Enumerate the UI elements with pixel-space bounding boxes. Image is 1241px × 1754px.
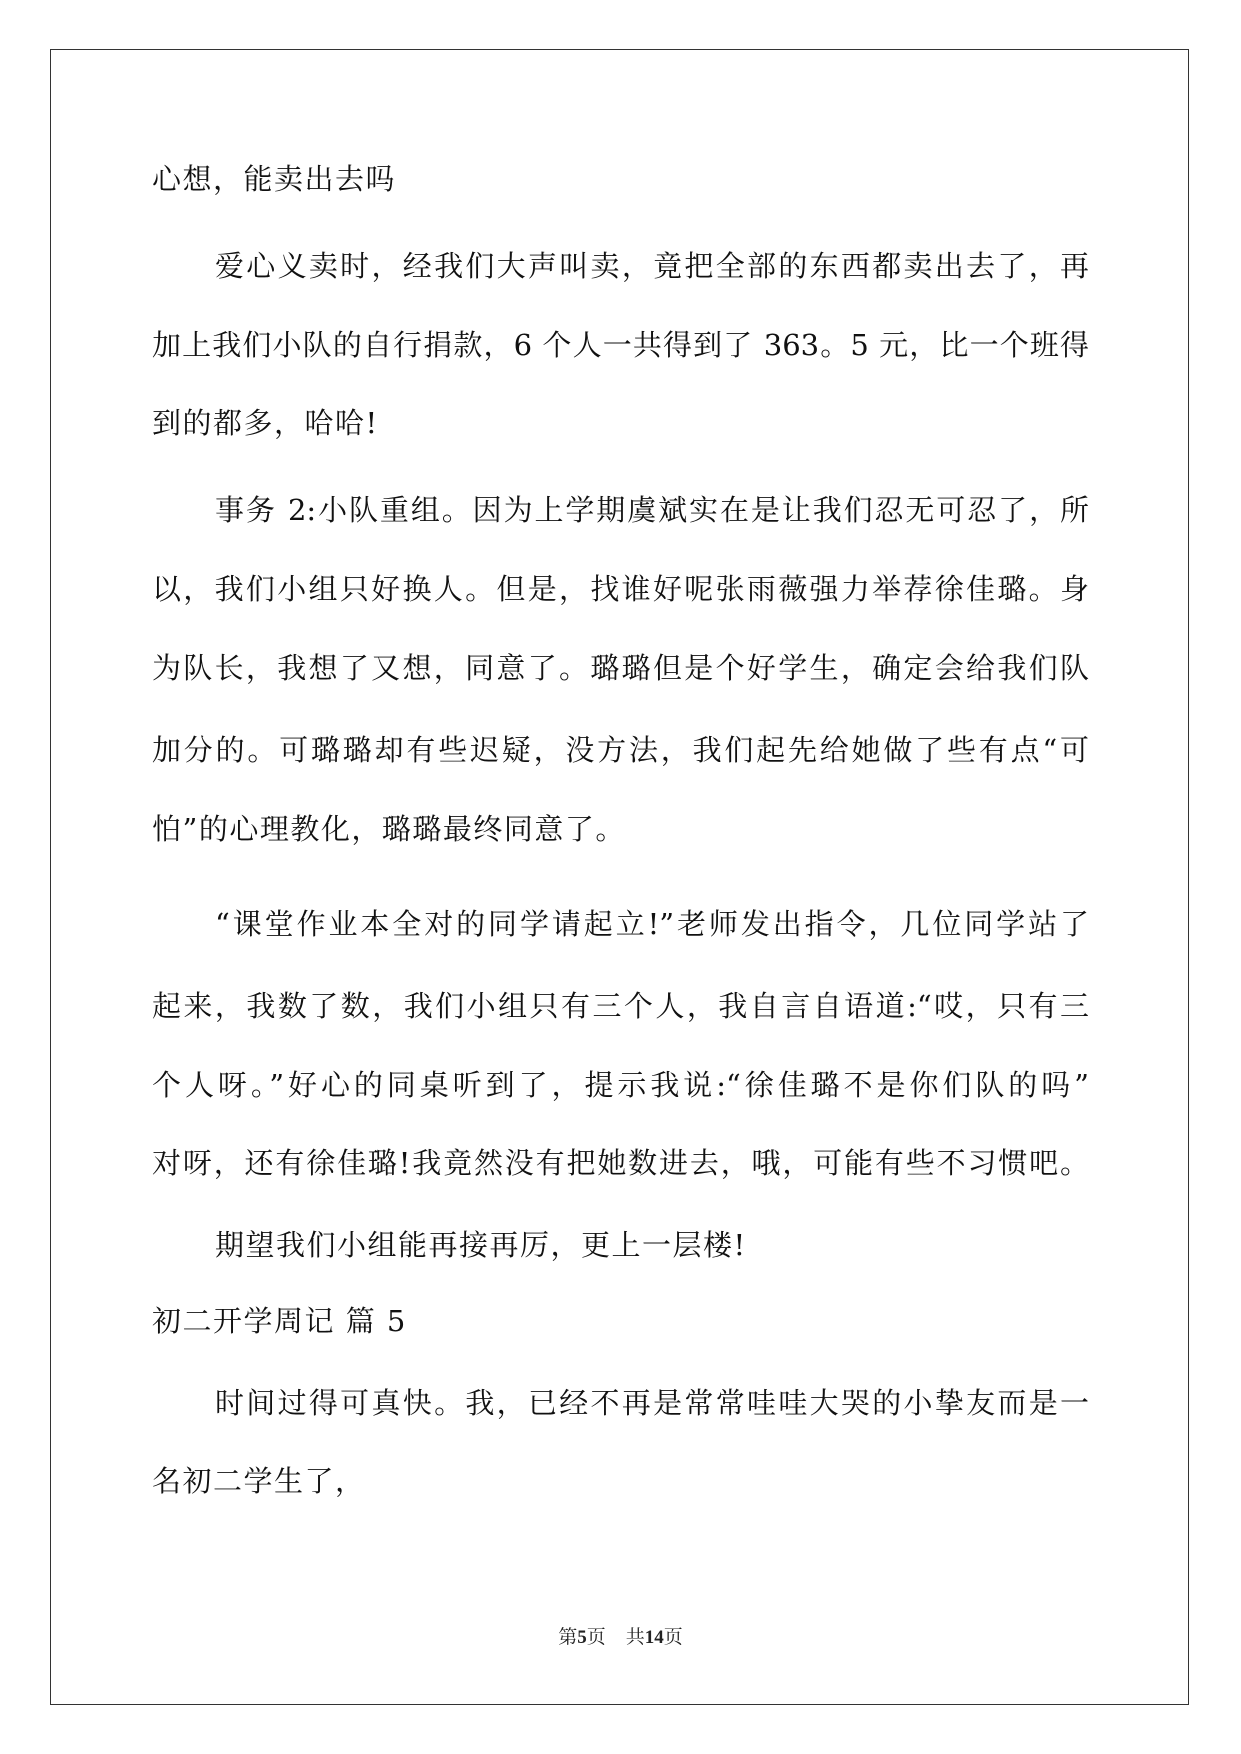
paragraph-line: 以，我们小组只好换人。但是，找谁好呢张雨薇强力举荐徐佳璐。身 (152, 572, 1089, 606)
total-pages-prefix: 共 (625, 1626, 645, 1648)
paragraph-line: 加上我们小队的自行捐款，6 个人一共得到了 363。5 元，比一个班得 (152, 328, 1089, 362)
paragraph-line: 期望我们小组能再接再厉，更上一层楼! (215, 1228, 747, 1262)
page-border (50, 49, 1189, 1705)
paragraph-line: 名初二学生了， (152, 1464, 366, 1498)
paragraph-line: 事务 2:小队重组。因为上学期虞斌实在是让我们忍无可忍了，所 (215, 493, 1089, 527)
current-page-number: 5 (577, 1627, 587, 1648)
paragraph-line: 起来，我数了数，我们小组只有三个人，我自言自语道:“哎，只有三 (152, 989, 1089, 1023)
paragraph-line: 为队长，我想了又想，同意了。璐璐但是个好学生，确定会给我们队 (152, 651, 1089, 685)
paragraph-line: 个人呀。”好心的同桌听到了，提示我说:“徐佳璐不是你们队的吗” (152, 1068, 1089, 1102)
paragraph-line: 到的都多，哈哈! (152, 406, 379, 440)
paragraph-line: “课堂作业本全对的同学请起立!”老师发出指令，几位同学站了 (215, 907, 1089, 941)
paragraph-line: 时间过得可真快。我，已经不再是常常哇哇大哭的小挚友而是一 (215, 1386, 1089, 1420)
paragraph-line: 心想，能卖出去吗 (152, 162, 397, 196)
page-footer (0, 1625, 1241, 1650)
total-pages-suffix: 页 (663, 1626, 683, 1648)
section-heading: 初二开学周记 篇 5 (152, 1304, 407, 1338)
page-number-prefix: 第 (558, 1626, 578, 1648)
page-number-suffix: 页 (586, 1626, 606, 1648)
paragraph-line: 爱心义卖时，经我们大声叫卖，竟把全部的东西都卖出去了，再 (215, 249, 1089, 283)
paragraph-line: 对呀，还有徐佳璐!我竟然没有把她数进去，哦，可能有些不习惯吧。 (152, 1146, 1089, 1180)
total-pages-number: 14 (644, 1627, 664, 1648)
paragraph-line: 加分的。可璐璐却有些迟疑，没方法，我们起先给她做了些有点“可 (152, 733, 1089, 767)
paragraph-line: 怕”的心理教化，璐璐最终同意了。 (152, 812, 626, 846)
